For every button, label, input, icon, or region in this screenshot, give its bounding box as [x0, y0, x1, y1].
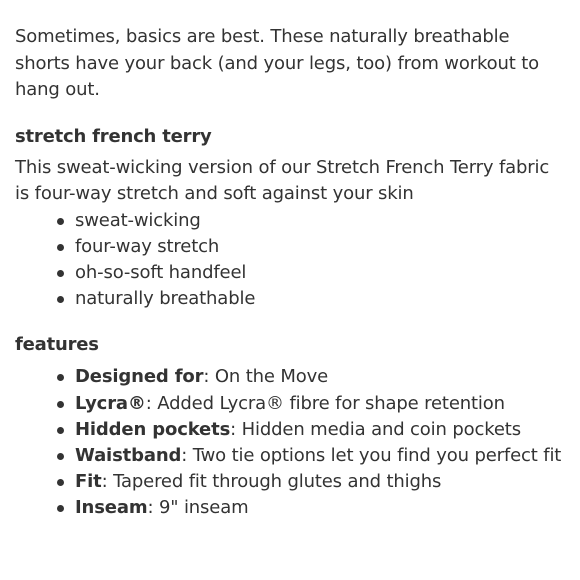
feature-separator: : — [101, 471, 114, 493]
feature-separator: : — [147, 497, 159, 519]
feature-item-lycra — [57, 391, 566, 417]
feature-separator: : — [181, 444, 193, 466]
fabric-heading: stretch french terry — [15, 125, 212, 147]
bullet-icon — [57, 296, 64, 303]
bullet-icon — [57, 244, 64, 251]
bullet-icon — [57, 270, 64, 277]
feature-value: Hidden media and coin pockets — [241, 418, 521, 440]
feature-label: Inseam — [75, 497, 148, 519]
bullet-icon — [57, 218, 64, 225]
bullet-icon — [57, 505, 64, 512]
feature-value: On the Move — [214, 366, 329, 388]
fabric-bullet-text: four-way stretch — [75, 235, 220, 257]
feature-value: Two tie options let you find you perfect fit — [192, 444, 562, 466]
bullet-icon — [57, 453, 64, 460]
fabric-bullet-text: naturally breathable — [75, 288, 256, 310]
feature-item-fit — [57, 469, 566, 495]
feature-value: Tapered fit through glutes and thighs — [113, 471, 442, 493]
bullet-icon — [57, 401, 64, 408]
bullet-icon — [57, 427, 64, 434]
fabric-bullet-text: oh-so-soft handfeel — [75, 261, 247, 283]
fabric-bullet-text: sweat-wicking — [75, 209, 201, 231]
list-item — [57, 234, 566, 260]
feature-separator: : — [203, 366, 215, 388]
features-heading: features — [15, 334, 99, 356]
feature-separator: : — [145, 392, 158, 414]
feature-item-designed-for — [57, 364, 566, 390]
bullet-icon — [57, 374, 64, 381]
feature-separator: : — [230, 418, 242, 440]
fabric-bullet-list — [15, 208, 566, 313]
list-item — [57, 260, 566, 286]
feature-label: Waistband — [75, 444, 182, 466]
list-item — [57, 286, 566, 312]
feature-label: Designed for — [75, 366, 204, 388]
feature-value: 9" inseam — [158, 497, 249, 519]
feature-item-inseam — [57, 495, 566, 521]
list-item — [57, 208, 566, 234]
feature-item-hidden-pockets — [57, 417, 566, 443]
intro-paragraph: Sometimes, basics are best. These naturally breathable shorts have your back (and your legs, too) from workout to hang out. — [15, 26, 539, 100]
features-list — [15, 364, 566, 521]
feature-item-waistband — [57, 443, 566, 469]
feature-label: Fit — [75, 471, 102, 493]
feature-label: Lycra® — [75, 392, 146, 414]
feature-value: Added Lycra® fibre for shape retention — [157, 392, 505, 414]
bullet-icon — [57, 479, 64, 486]
feature-label: Hidden pockets — [75, 418, 231, 440]
fabric-description: This sweat-wicking version of our Stretch French Terry fabric is four-way stretch and soft against your skin — [15, 156, 550, 204]
